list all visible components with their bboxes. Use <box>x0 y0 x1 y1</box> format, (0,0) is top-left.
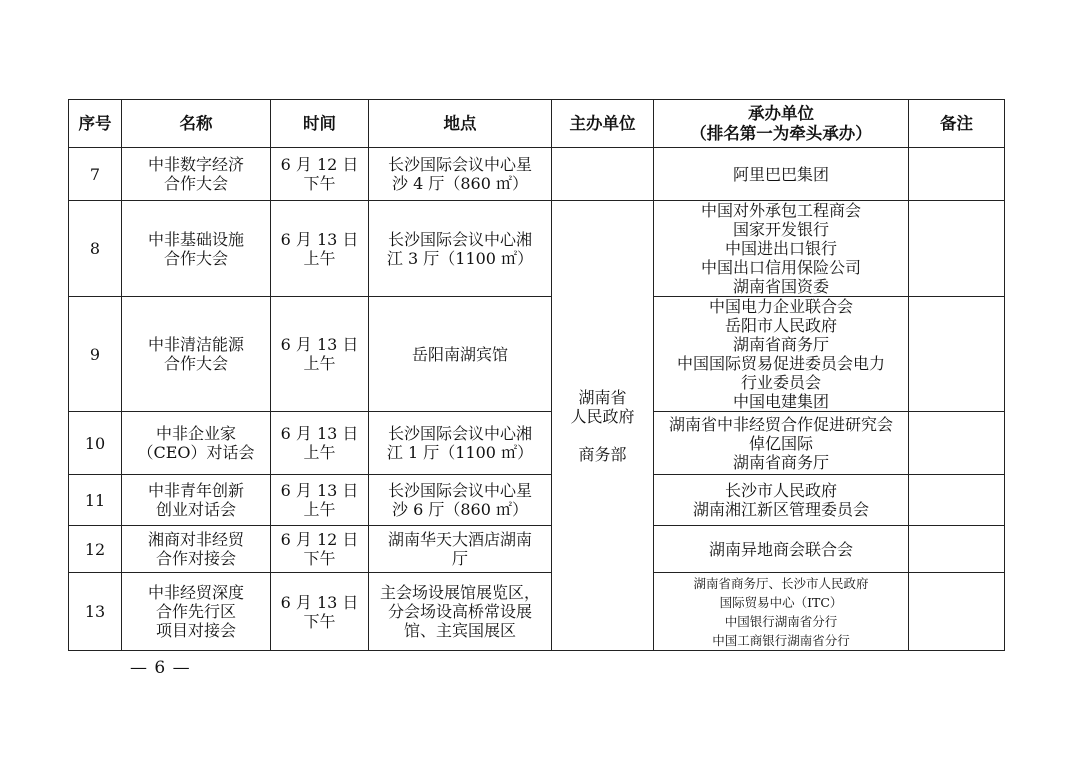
time-line: 上午 <box>303 354 336 373</box>
organizer-line: 中国对外承包工程商会 <box>700 201 861 220</box>
cell-seq: 11 <box>69 475 122 526</box>
name-line: 合作先行区 <box>155 602 236 621</box>
host-line: 商务部 <box>578 444 627 464</box>
time-line: 6 月 13 日 <box>280 481 359 500</box>
header-time: 时间 <box>271 100 369 148</box>
name-line: 中非企业家 <box>155 424 236 443</box>
cell-remark <box>909 297 1005 412</box>
header-remark: 备注 <box>909 100 1005 148</box>
cell-remark <box>909 148 1005 201</box>
name-line: 中非经贸深度 <box>147 583 244 602</box>
table-row <box>69 526 1005 573</box>
name-line: 湘商对非经贸 <box>147 530 244 549</box>
cell-time <box>271 475 369 526</box>
cell-time <box>271 297 369 412</box>
header-seq: 序号 <box>69 100 122 148</box>
place-line: 沙 6 厅（860 ㎡） <box>392 500 528 519</box>
header-organizer-line: （排名第一为牵头承办） <box>690 123 872 143</box>
table-row <box>69 201 1005 297</box>
organizer-line: 国家开发银行 <box>732 220 829 239</box>
place-line: 厅 <box>451 549 468 568</box>
cell-time <box>271 526 369 573</box>
cell-place <box>369 573 552 651</box>
cell-seq: 12 <box>69 526 122 573</box>
cell-time <box>271 201 369 297</box>
cell-organizer <box>654 297 909 412</box>
organizer-line: 中国银行湖南省分行 <box>724 613 838 629</box>
cell-remark <box>909 475 1005 526</box>
organizer-line: 中国电建集团 <box>732 392 829 411</box>
time-line: 下午 <box>303 549 336 568</box>
cell-seq: 10 <box>69 412 122 475</box>
organizer-line: 阿里巴巴集团 <box>732 164 829 184</box>
cell-remark <box>909 526 1005 573</box>
place-line: 馆、主宾国展区 <box>403 621 516 640</box>
table-row <box>69 412 1005 475</box>
time-line: 6 月 13 日 <box>280 335 359 354</box>
header-place: 地点 <box>369 100 552 148</box>
cell-time <box>271 148 369 201</box>
organizer-line: 湖南异地商会联合会 <box>708 539 853 559</box>
place-line: 江 1 厅（1100 ㎡） <box>386 443 534 462</box>
cell-place <box>369 148 552 201</box>
organizer-line: 湖南湘江新区管理委员会 <box>692 500 869 519</box>
organizer-line: 湖南省中非经贸合作促进研究会 <box>668 414 893 434</box>
organizer-line: 湖南省商务厅 <box>732 335 829 354</box>
cell-name <box>122 573 271 651</box>
place-line: 岳阳南湖宾馆 <box>411 344 508 364</box>
table-row <box>69 475 1005 526</box>
table-row <box>69 573 1005 651</box>
place-line: 主会场设展馆展览区， <box>379 583 540 602</box>
cell-place <box>369 297 552 412</box>
time-line: 上午 <box>303 443 336 462</box>
organizer-line: 岳阳市人民政府 <box>724 316 837 335</box>
time-line: 下午 <box>303 174 336 193</box>
cell-organizer <box>654 475 909 526</box>
events-table <box>68 99 1005 651</box>
header-name: 名称 <box>122 100 271 148</box>
organizer-line: 湖南省商务厅 <box>732 452 829 472</box>
name-line: 中非青年创新 <box>147 481 244 500</box>
cell-place <box>369 412 552 475</box>
organizer-line: 长沙市人民政府 <box>724 481 837 500</box>
table-row <box>69 297 1005 412</box>
name-line: 中非清洁能源 <box>147 335 244 354</box>
name-line: 项目对接会 <box>155 621 236 640</box>
place-line: 沙 4 厅（860 ㎡） <box>392 174 528 193</box>
cell-name <box>122 475 271 526</box>
name-line: 中非数字经济 <box>147 155 244 174</box>
cell-organizer <box>654 573 909 651</box>
name-line: 合作对接会 <box>155 549 236 568</box>
header-organizer-line: 承办单位 <box>748 103 814 123</box>
time-line: 6 月 13 日 <box>280 229 359 249</box>
time-line: 上午 <box>303 500 336 519</box>
place-line: 长沙国际会议中心湘 <box>387 424 532 443</box>
host-line-spacer <box>558 426 647 445</box>
cell-place <box>369 201 552 297</box>
cell-time <box>271 412 369 475</box>
cell-remark <box>909 573 1005 651</box>
cell-name <box>122 526 271 573</box>
host-line: 人民政府 <box>570 406 635 426</box>
time-line: 上午 <box>303 248 336 268</box>
name-line: 中非基础设施 <box>147 229 244 249</box>
organizer-line: 湖南省国资委 <box>732 277 829 296</box>
cell-name <box>122 148 271 201</box>
cell-organizer <box>654 201 909 297</box>
organizer-line: 中国国际贸易促进委员会电力 <box>676 354 885 373</box>
place-line: 长沙国际会议中心星 <box>387 481 532 500</box>
name-line: 合作大会 <box>163 174 228 193</box>
host-line: 湖南省 <box>578 387 627 407</box>
cell-name <box>122 412 271 475</box>
cell-organizer <box>654 412 909 475</box>
cell-seq: 7 <box>69 148 122 201</box>
organizer-line: 倬亿国际 <box>748 433 813 453</box>
organizer-line: 中国出口信用保险公司 <box>700 258 861 277</box>
cell-remark <box>909 412 1005 475</box>
organizer-line: 国际贸易中心（ITC） <box>719 594 843 610</box>
cell-place <box>369 475 552 526</box>
time-line: 6 月 13 日 <box>280 592 359 612</box>
time-line: 下午 <box>303 611 336 631</box>
name-line: 创业对话会 <box>155 500 236 519</box>
cell-organizer <box>654 148 909 201</box>
page-number: — 6 — <box>130 658 191 678</box>
place-line: 分会场设高桥常设展 <box>387 602 532 621</box>
name-line: 合作大会 <box>163 248 228 268</box>
place-line: 湖南华天大酒店湖南 <box>387 530 532 549</box>
cell-remark <box>909 201 1005 297</box>
name-line: （CEO）对话会 <box>137 443 255 462</box>
cell-host-merged <box>552 201 654 651</box>
table-header-row <box>69 100 1005 148</box>
place-line: 长沙国际会议中心湘 <box>387 229 532 249</box>
name-line: 合作大会 <box>163 354 228 373</box>
cell-time <box>271 573 369 651</box>
cell-host-empty <box>552 148 654 201</box>
cell-place <box>369 526 552 573</box>
cell-seq: 8 <box>69 201 122 297</box>
organizer-line: 行业委员会 <box>740 373 821 392</box>
cell-seq: 13 <box>69 573 122 651</box>
cell-organizer <box>654 526 909 573</box>
cell-name <box>122 297 271 412</box>
time-line: 6 月 13 日 <box>280 424 359 443</box>
header-organizer <box>654 100 909 148</box>
cell-seq: 9 <box>69 297 122 412</box>
table-row <box>69 148 1005 201</box>
place-line: 江 3 厅（1100 ㎡） <box>386 248 534 268</box>
time-line: 6 月 12 日 <box>280 155 359 174</box>
place-line: 长沙国际会议中心星 <box>387 155 532 174</box>
organizer-line: 中国电力企业联合会 <box>708 297 853 316</box>
time-line: 6 月 12 日 <box>280 530 359 549</box>
cell-name <box>122 201 271 297</box>
organizer-line: 湖南省商务厅、长沙市人民政府 <box>693 575 869 591</box>
header-host: 主办单位 <box>552 100 654 148</box>
organizer-line: 中国进出口银行 <box>724 239 837 258</box>
organizer-line: 中国工商银行湖南省分行 <box>712 632 850 648</box>
